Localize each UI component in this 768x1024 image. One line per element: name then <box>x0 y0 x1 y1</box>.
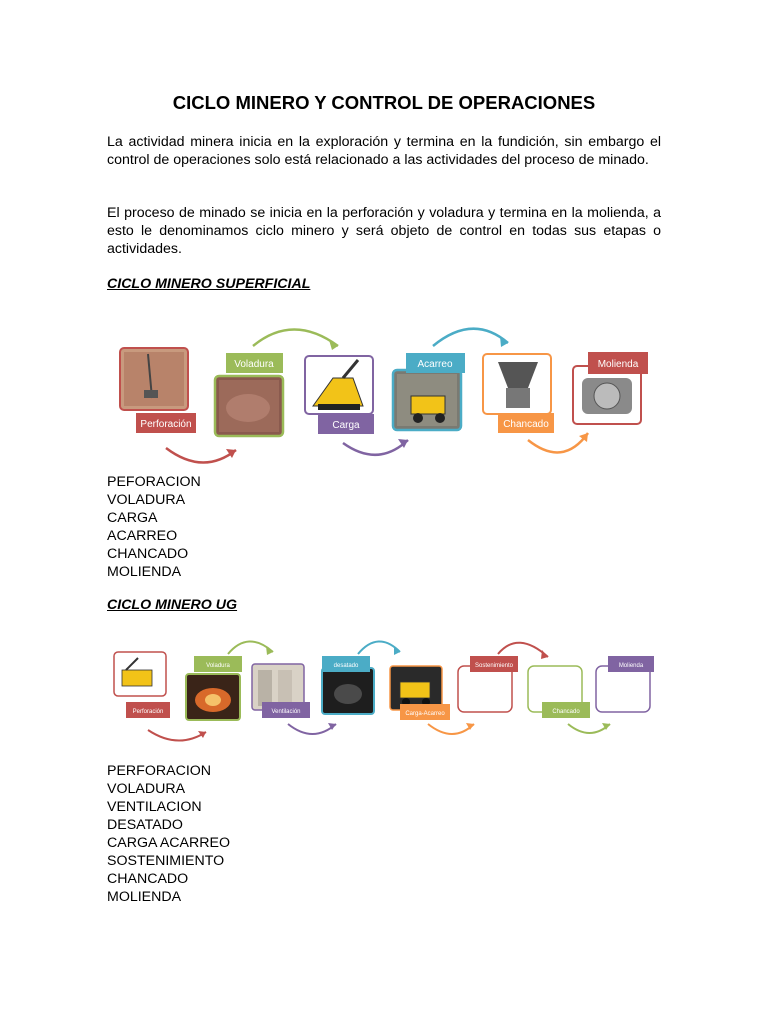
surface-arrow-3 <box>343 440 408 455</box>
surface-arrow-2 <box>253 330 338 347</box>
intro-paragraph: La actividad minera inicia en la exploración y termina en la fundición, sin embargo el control de operaciones solo está relacionado a las actividades del proceso de minado. <box>107 134 661 168</box>
list-item: PERFORACION <box>107 763 212 779</box>
list-item: CHANCADO <box>107 871 189 887</box>
list-item: SOSTENIMIENTO <box>107 853 225 869</box>
underground-steps-list <box>107 762 230 906</box>
surface-cycle-diagram <box>108 318 648 468</box>
ug-arrow-4 <box>358 641 400 654</box>
surface-step-chancado <box>483 354 554 433</box>
surface-label-perforacion: Perforación <box>140 419 192 430</box>
ug-step-ventilacion <box>252 664 310 718</box>
ug-step-chancado <box>528 666 590 718</box>
list-item: MOLIENDA <box>107 889 182 905</box>
ug-label-desatado: desatado <box>333 663 359 669</box>
list-item: CARGA ACARREO <box>107 835 230 851</box>
surface-label-acarreo: Acarreo <box>417 359 453 370</box>
surface-heading: CICLO MINERO SUPERFICIAL <box>107 276 311 292</box>
surface-step-perforacion <box>120 348 196 433</box>
ug-label-sostenimiento: Sostenimiento <box>474 663 514 669</box>
ug-step-molienda <box>596 656 654 712</box>
list-item: CARGA <box>107 510 158 526</box>
list-item: VOLADURA <box>107 492 186 508</box>
ug-step-sostenimiento <box>458 656 518 712</box>
ug-label-voladura: Voladura <box>206 663 230 669</box>
ug-arrow-6 <box>498 643 548 657</box>
list-item: MOLIENDA <box>107 564 182 580</box>
ug-label-chancado: Chancado <box>552 709 580 715</box>
underground-cycle-diagram <box>108 632 658 747</box>
surface-label-molienda: Molienda <box>597 359 639 370</box>
process-paragraph: El proceso de minado se inicia en la perforación y voladura y termina en la molienda, a esto le denominamos ciclo minero y será objeto de control en todas sus etapas o actividades. <box>107 205 661 257</box>
surface-step-voladura <box>215 353 283 436</box>
list-item: VENTILACION <box>107 799 202 815</box>
surface-step-carga <box>305 356 374 434</box>
list-item: PEFORACION <box>107 474 201 490</box>
surface-arrow-4 <box>433 329 508 346</box>
ug-step-carga-acarreo <box>390 666 450 720</box>
page-title: CICLO MINERO Y CONTROL DE OPERACIONES <box>172 92 596 113</box>
surface-arrow-1 <box>166 448 236 463</box>
ug-arrow-5 <box>428 724 474 734</box>
surface-arrow-5 <box>528 433 588 452</box>
ug-label-ventilacion: Ventilación <box>271 709 301 715</box>
list-item: DESATADO <box>107 817 183 833</box>
ug-label-molienda: Molienda <box>618 663 644 669</box>
surface-label-carga: Carga <box>332 420 360 431</box>
list-item: CHANCADO <box>107 546 189 562</box>
surface-label-chancado: Chancado <box>503 419 549 430</box>
surface-label-voladura: Voladura <box>234 359 274 370</box>
ug-arrow-3 <box>288 724 336 734</box>
ug-step-desatado <box>322 656 374 714</box>
surface-step-molienda <box>573 352 648 424</box>
ug-label-carga-acarreo: Carga-Acarreo <box>405 711 445 717</box>
surface-steps-list <box>107 473 201 581</box>
underground-heading: CICLO MINERO UG <box>107 597 238 613</box>
ug-label-perforacion: Perforación <box>132 709 164 715</box>
ug-step-voladura <box>186 656 242 720</box>
ug-arrow-1 <box>148 730 206 741</box>
ug-step-perforacion <box>114 652 170 718</box>
surface-step-acarreo <box>393 353 465 430</box>
list-item: ACARREO <box>107 528 178 544</box>
list-item: VOLADURA <box>107 781 186 797</box>
